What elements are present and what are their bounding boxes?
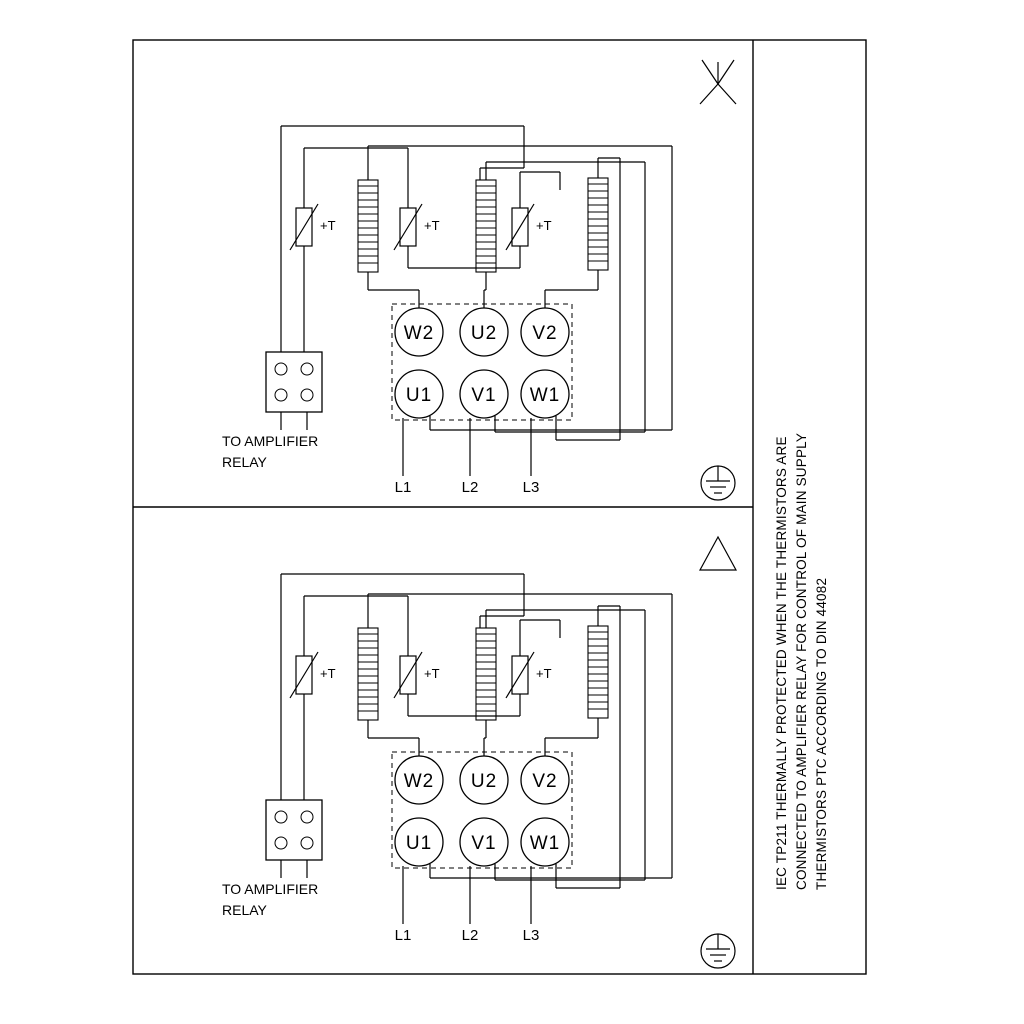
supply-label-l2: L2 xyxy=(461,927,479,944)
thermistor-label: +T xyxy=(536,666,552,681)
supply-label-l1: L1 xyxy=(394,479,412,496)
terminal-label-w1: W1 xyxy=(529,385,561,406)
amplifier-relay-label-line1: TO AMPLIFIER xyxy=(222,881,319,897)
thermistor-label: +T xyxy=(320,666,336,681)
side-note-block xyxy=(774,433,829,890)
panel-delta xyxy=(222,537,736,968)
delta-triangle-symbol xyxy=(700,537,736,570)
thermistor-label: +T xyxy=(424,666,440,681)
terminal-label-w2: W2 xyxy=(403,323,435,344)
terminal-label-v1: V1 xyxy=(471,385,497,406)
star-wye-symbol xyxy=(700,60,736,104)
terminal-label-u1: U1 xyxy=(405,385,433,406)
terminal-label-u1: U1 xyxy=(405,833,433,854)
stator-coils xyxy=(358,626,608,720)
side-note-line1: IEC TP211 THERMALLY PROTECTED WHEN THE THERMISTORS ARE xyxy=(774,436,789,890)
amplifier-relay-label-line1: TO AMPLIFIER xyxy=(222,433,319,449)
amplifier-relay-label-line2: RELAY xyxy=(222,454,267,470)
amplifier-relay-label-line2: RELAY xyxy=(222,902,267,918)
supply-label-l3: L3 xyxy=(522,479,540,496)
thermistor-label: +T xyxy=(536,218,552,233)
terminal-block xyxy=(266,800,322,878)
terminal-block xyxy=(266,352,322,430)
thermistor-label: +T xyxy=(424,218,440,233)
terminal-label-u2: U2 xyxy=(470,323,498,344)
side-note-line3: THERMISTORS PTC ACCORDING TO DIN 44082 xyxy=(814,577,829,890)
terminal-label-v2: V2 xyxy=(532,771,558,792)
terminal-label-u2: U2 xyxy=(470,771,498,792)
terminal-label-v2: V2 xyxy=(532,323,558,344)
supply-wiring xyxy=(403,416,672,476)
terminal-label-v1: V1 xyxy=(471,833,497,854)
supply-label-l1: L1 xyxy=(394,927,412,944)
supply-label-l3: L3 xyxy=(522,927,540,944)
earth-ground-symbol xyxy=(701,934,735,968)
thermistor-label: +T xyxy=(320,218,336,233)
side-note-line2: CONNECTED TO AMPLIFIER RELAY FOR CONTROL OF MAIN SUPPLY xyxy=(794,432,809,890)
panel-star xyxy=(222,60,736,500)
stator-coils xyxy=(358,178,608,272)
terminal-label-w2: W2 xyxy=(403,771,435,792)
supply-wiring xyxy=(403,864,672,924)
terminal-label-w1: W1 xyxy=(529,833,561,854)
supply-label-l2: L2 xyxy=(461,479,479,496)
earth-ground-symbol xyxy=(701,466,735,500)
